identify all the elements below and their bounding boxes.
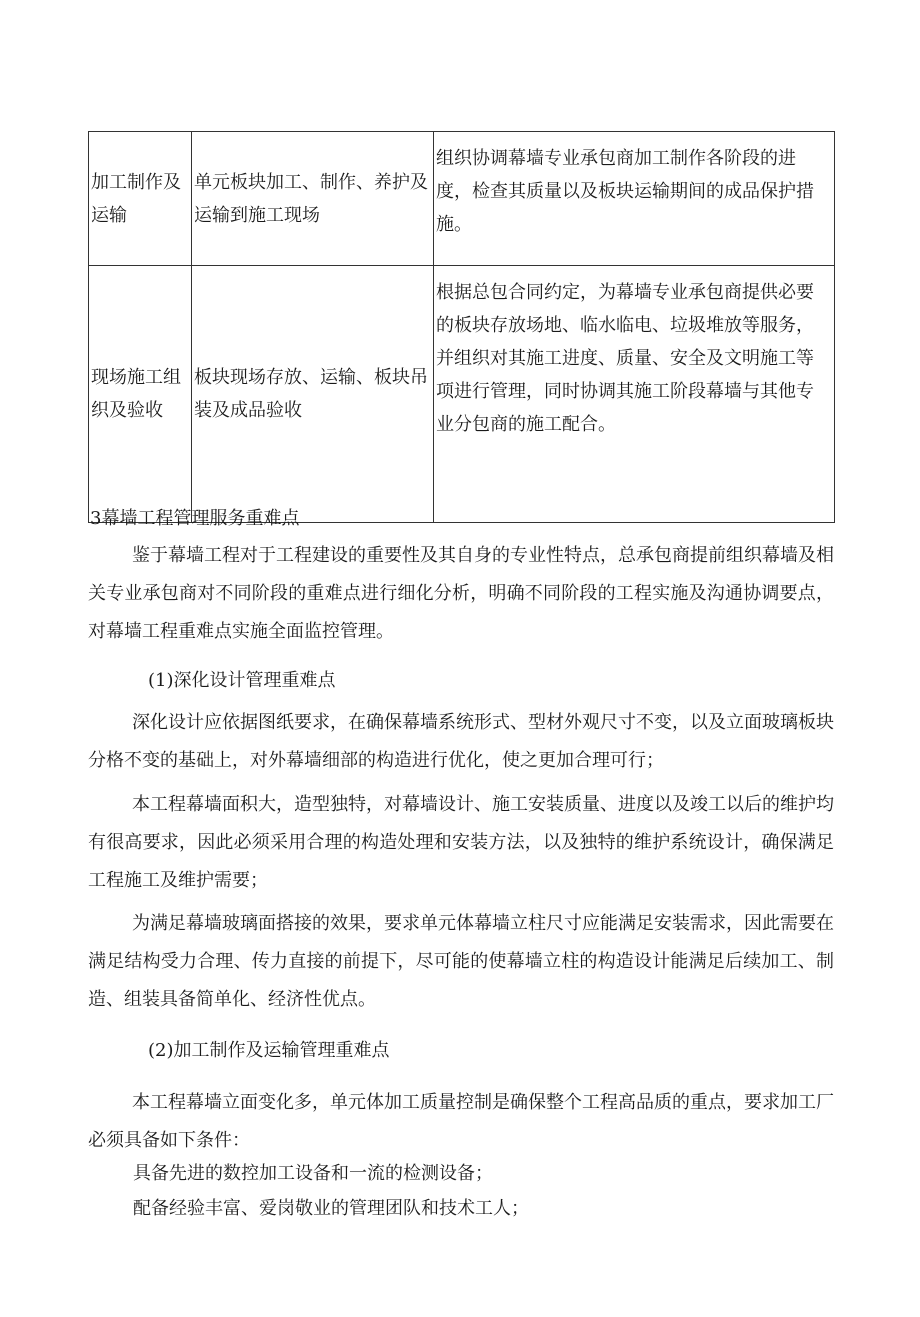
table-cell-duty: 组织协调幕墙专业承包商加工制作各阶段的进度，检查其质量以及板块运输期间的成品保护措施。	[434, 132, 835, 266]
table-cell-content: 板块现场存放、运输、板块吊装及成品验收	[192, 266, 434, 523]
table-cell-content: 单元板块加工、制作、养护及运输到施工现场	[192, 132, 434, 266]
subsection-2-paragraph-1: 本工程幕墙立面变化多，单元体加工质量控制是确保整个工程高品质的重点，要求加工厂必须具备如下条件：	[88, 1092, 834, 1151]
subsection-1-paragraph-3: 为满足幕墙玻璃面搭接的效果，要求单元体幕墙立柱尺寸应能满足安装需求，因此需要在满足结构受力合理、传力直接的前提下，尽可能的使幕墙立柱的构造设计能满足后续加工、制造、组装具备简单化、经济性优点。	[88, 913, 834, 1010]
requirement-item-2: 配备经验丰富、爱岗敬业的管理团队和技术工人；	[133, 1198, 529, 1219]
section-3-heading: 3幕墙工程管理服务重难点	[90, 508, 300, 529]
table-row	[89, 266, 835, 523]
table-cell-stage: 加工制作及运输	[89, 132, 192, 266]
subsection-1-paragraph-2: 本工程幕墙面积大，造型独特，对幕墙设计、施工安装质量、进度以及竣工以后的维护均有很高要求，因此必须采用合理的构造处理和安装方法，以及独特的维护系统设计，确保满足工程施工及维护需要；	[88, 794, 834, 891]
management-table	[88, 131, 835, 523]
requirement-item-1: 具备先进的数控加工设备和一流的检测设备；	[133, 1163, 493, 1184]
subsection-1-heading: (1)深化设计管理重难点	[148, 670, 336, 691]
section-3-intro-paragraph: 鉴于幕墙工程对于工程建设的重要性及其自身的专业性特点，总承包商提前组织幕墙及相关专业承包商对不同阶段的重难点进行细化分析，明确不同阶段的工程实施及沟通协调要点，对幕墙工程重难点实施全面监控管理。	[88, 545, 834, 642]
subsection-2-heading: (2)加工制作及运输管理重难点	[148, 1040, 390, 1061]
subsection-1-paragraph-1: 深化设计应依据图纸要求，在确保幕墙系统形式、型材外观尺寸不变，以及立面玻璃板块分格不变的基础上，对外幕墙细部的构造进行优化，使之更加合理可行；	[88, 712, 834, 771]
table-row	[89, 132, 835, 266]
table-cell-stage: 现场施工组织及验收	[89, 266, 192, 523]
table-cell-duty: 根据总包合同约定，为幕墙专业承包商提供必要的板块存放场地、临水临电、垃圾堆放等服务，并组织对其施工进度、质量、安全及文明施工等项进行管理，同时协调其施工阶段幕墙与其他专业分包商的施工配合。	[434, 266, 835, 523]
